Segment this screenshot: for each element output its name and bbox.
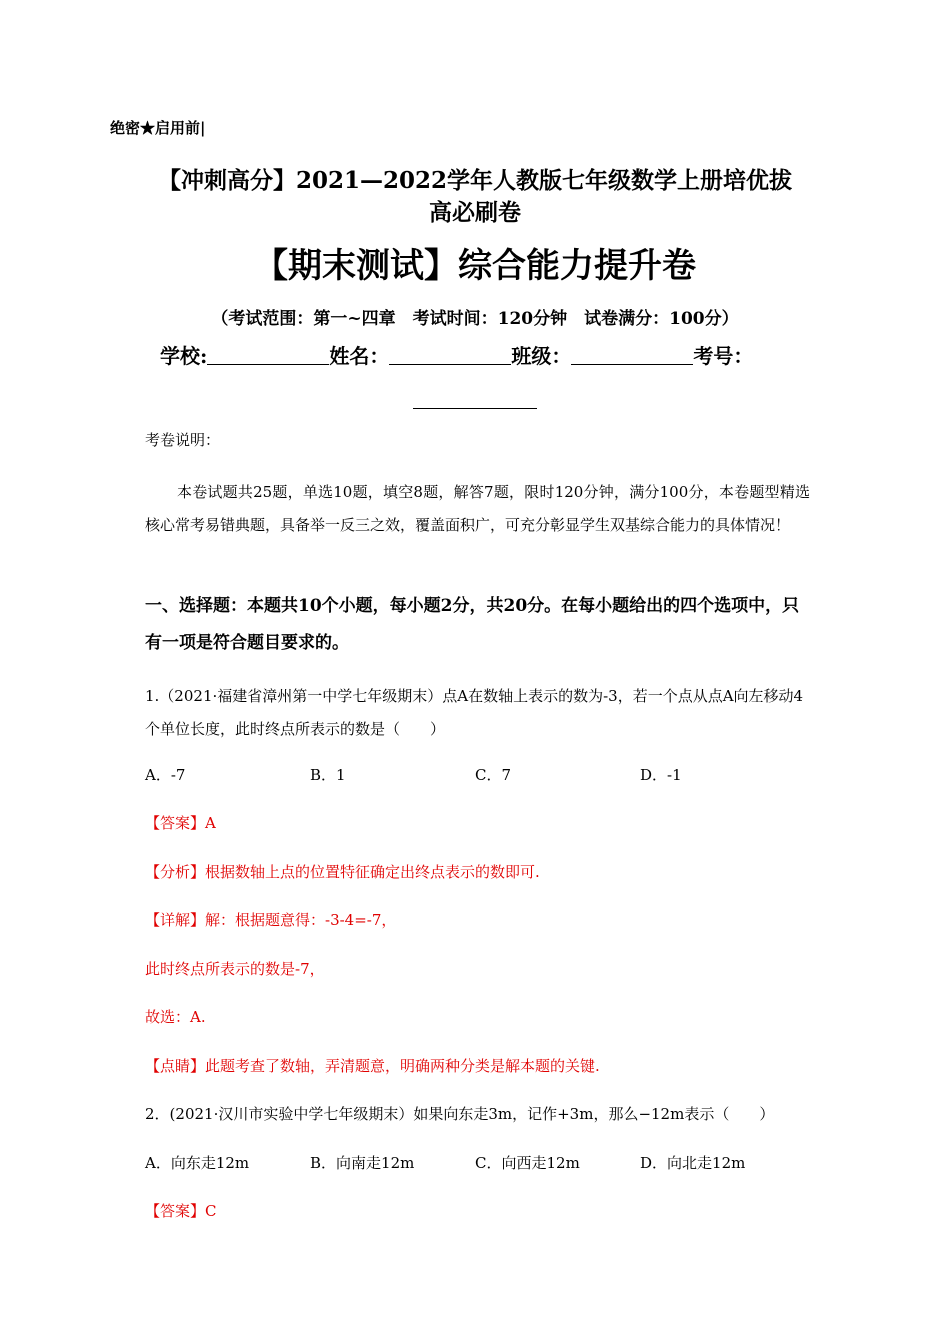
main-title: 【期末测试】综合能力提升卷 <box>254 246 696 286</box>
q1-answer: 【答案】A <box>145 814 216 832</box>
q1-option-d: D．-1 <box>640 766 682 784</box>
q1-detail: 【详解】解：根据题意得：-3-4=-7， <box>145 911 397 929</box>
number-label: 考号： <box>693 344 754 368</box>
question-1-text: 1.（2021·福建省漳州第一中学七年级期末）点A在数轴上表示的数为-3，若一个点从点A向左移动4个单位长度，此时终点所表示的数是（ ） <box>145 687 804 738</box>
q1-detail-line3: 故选：A. <box>145 1008 206 1026</box>
q1-option-b: B．1 <box>310 766 346 784</box>
q2-option-b: B．向南走12m <box>310 1154 415 1172</box>
q2-option-c: C．向西走12m <box>475 1154 580 1172</box>
instructions-label: 考卷说明： <box>145 431 221 449</box>
name-blank[interactable] <box>389 342 511 365</box>
q1-option-a: A．-7 <box>145 766 186 784</box>
q2-option-a: A．向东走12m <box>145 1154 250 1172</box>
class-label: 班级： <box>511 344 572 368</box>
instructions-body: 本卷试题共25题，单选10题，填空8题，解答7题，限时120分钟，满分100分，本卷题型精选核心常考易错典题，具备举一反三之效，覆盖面积广，可充分彰显学生双基综合能力的具体情况！ <box>145 483 810 534</box>
q1-option-c: C．7 <box>475 766 512 784</box>
name-label: 姓名： <box>329 344 390 368</box>
q1-comment: 【点睛】此题考查了数轴，弄清题意，明确两种分类是解本题的关键. <box>145 1057 600 1075</box>
section-heading: 一、选择题：本题共10个小题，每小题2分，共20分。在每小题给出的四个选项中，只有一项是符合题目要求的。 <box>145 596 800 653</box>
question-2-text: 2．(2021·汉川市实验中学七年级期末）如果向东走3m，记作+3m，那么−12m表示（ ） <box>145 1105 775 1123</box>
exam-info: （考试范围：第一~四章 考试时间：120分钟 试卷满分：100分） <box>211 309 739 329</box>
number-blank[interactable] <box>413 408 537 409</box>
q1-analysis: 【分析】根据数轴上点的位置特征确定出终点表示的数即可. <box>145 863 540 881</box>
title-line-1: 【冲刺高分】2021—2022学年人教版七年级数学上册培优拔 <box>157 167 793 194</box>
school-label: 学校: <box>160 344 208 368</box>
q1-detail-line2: 此时终点所表示的数是-7， <box>145 960 325 978</box>
school-blank[interactable] <box>207 342 329 365</box>
secret-mark: 绝密★启用前| <box>110 119 206 137</box>
q2-option-d: D．向北走12m <box>640 1154 746 1172</box>
class-blank[interactable] <box>571 342 693 365</box>
title-line-2: 高必刷卷 <box>429 199 521 226</box>
student-fields <box>160 340 753 369</box>
q2-answer: 【答案】C <box>145 1202 217 1220</box>
